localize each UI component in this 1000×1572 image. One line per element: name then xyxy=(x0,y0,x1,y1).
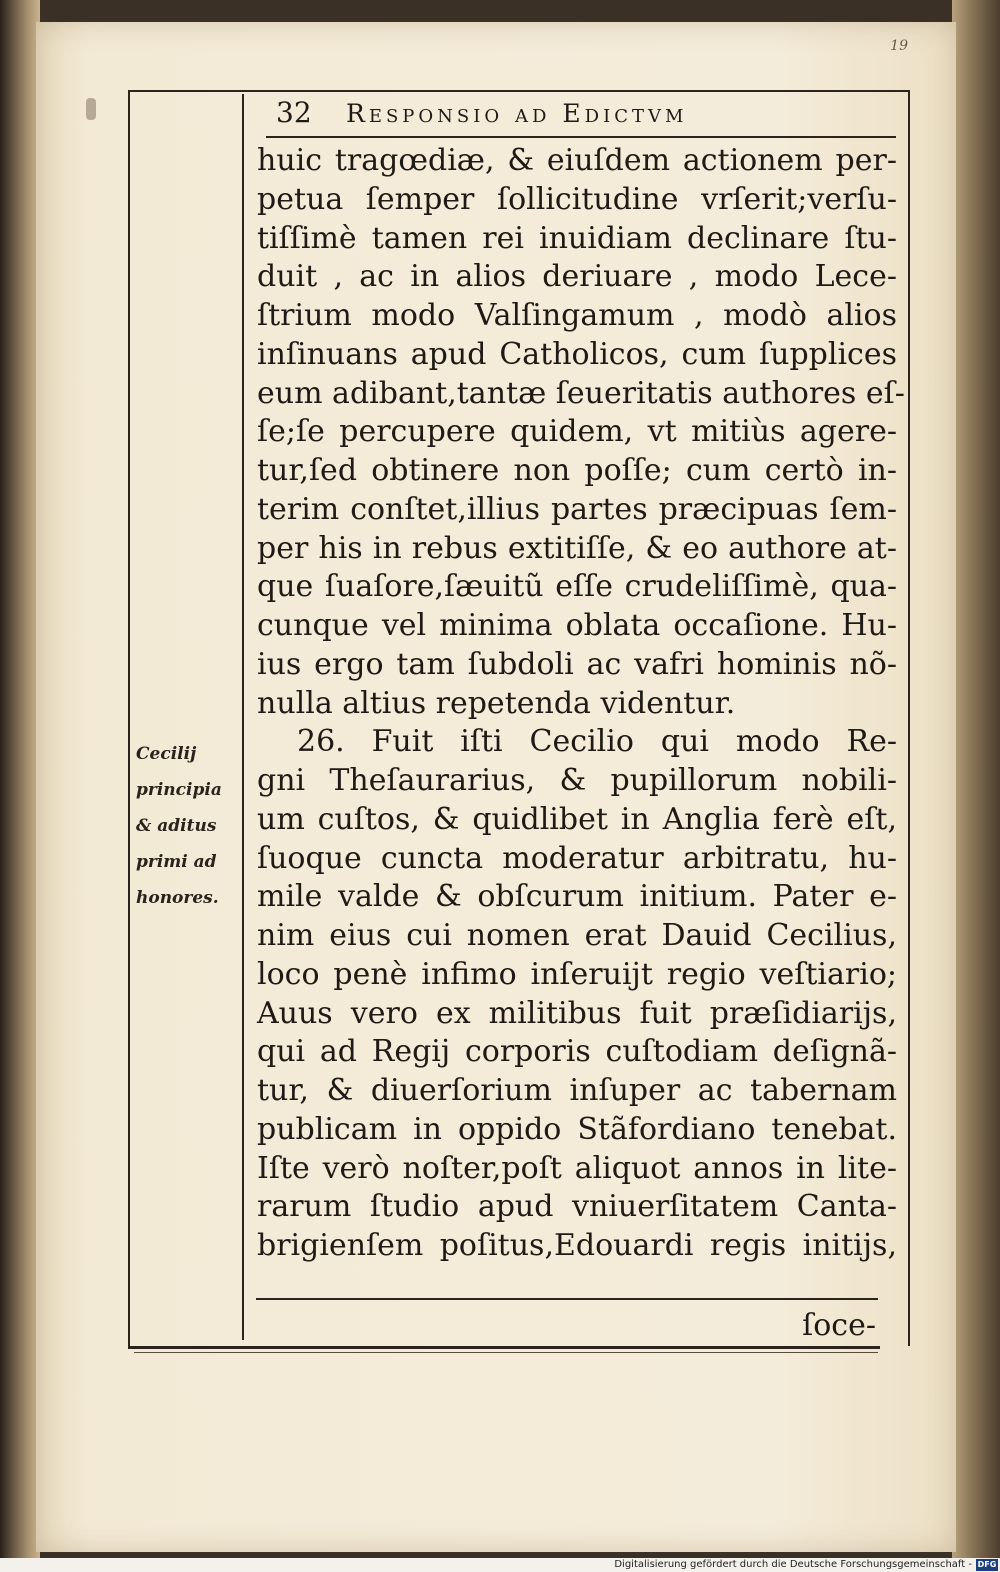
text-line: loco penè infimo inſeruijt regio veſtiario; xyxy=(257,956,897,992)
footer-rule xyxy=(256,1298,878,1300)
text-line: cunque vel minima oblata occaſione. Hu- xyxy=(257,608,897,643)
text-line: nulla altius repetenda videntur. xyxy=(257,685,736,721)
paragraph-start-line: 26. Fuit iſti Cecilio qui modo Re- xyxy=(297,724,897,760)
body-text xyxy=(257,142,905,1266)
margin-column-rule xyxy=(242,94,244,1340)
text-line: per his in rebus extitiſſe, & eo authore at- xyxy=(257,530,897,566)
text-line: gni Theſaurarius, & pupillorum nobili- xyxy=(257,763,897,798)
text-line: rarum ſtudio apud vniuerſitatem Canta- xyxy=(257,1189,897,1225)
page-number: 32 xyxy=(276,96,312,129)
running-title: Responsio ad Edictvm xyxy=(346,99,688,128)
text-line: um cuſtos, & quidlibet in Anglia ferè eſt, xyxy=(257,801,897,837)
text-line: ſuoque cuncta moderatur arbitratu, hu- xyxy=(257,840,897,876)
text-line: eum adibant,tantæ ſeueritatis authores eſ- xyxy=(257,375,905,411)
corner-folio-mark: 19 xyxy=(890,38,908,54)
text-line: ſtrium modo Valſingamum , modò alios xyxy=(257,298,897,333)
book-edge-right xyxy=(952,0,1000,1560)
text-line: publicam in oppido Stãfordiano tenebat. xyxy=(257,1111,897,1147)
book-edge-left xyxy=(0,0,40,1560)
text-line: Auus vero ex militibus fuit præſidiarijs, xyxy=(257,995,897,1031)
page-frame-bottom-rule xyxy=(128,1346,880,1349)
catchword: ſoce- xyxy=(802,1308,876,1343)
marginal-note xyxy=(136,736,248,916)
running-head-rule xyxy=(266,136,896,138)
page-frame-bottom-rule-inner xyxy=(134,1352,878,1353)
marginal-note-line: honores. xyxy=(136,888,219,908)
text-line: huic tragœdiæ, & eiuſdem actionem per- xyxy=(257,143,897,178)
running-head xyxy=(276,96,896,132)
text-line: tiſſimè tamen rei inuidiam declinare ſtu- xyxy=(257,220,897,256)
text-line: terim conſtet,illius partes præcipuas ſem- xyxy=(257,491,897,527)
text-line: mile valde & obſcurum initium. Pater e- xyxy=(257,879,897,915)
marginal-note-line: & aditus xyxy=(136,816,217,836)
marginal-note-line: principia xyxy=(136,780,222,800)
page-hinge-mark xyxy=(86,98,96,120)
text-line: tur,ſed obtinere non poſſe; cum certò in- xyxy=(257,453,897,488)
marginal-note-line: primi ad xyxy=(136,852,217,872)
footer-credit: Digitalisierung gefördert durch die Deutsche Forschungsgemeinschaft - xyxy=(614,1559,972,1570)
marginal-note-line: Cecilij xyxy=(136,744,197,764)
text-line: petua ſemper ſollicitudine vrſerit;verſu- xyxy=(257,181,897,217)
dfg-logo: DFG xyxy=(977,1560,997,1569)
text-line: ius ergo tam ſubdoli ac vafri hominis nõ- xyxy=(257,646,897,682)
text-line: tur, & diuerſorium inſuper ac tabernam xyxy=(257,1073,897,1108)
text-line: ſe;ſe percupere quidem, vt mitiùs agere- xyxy=(257,414,897,450)
text-line: nim eius cui nomen erat Dauid Cecilius, xyxy=(257,918,897,953)
text-line: inſinuans apud Catholicos, cum ſupplices xyxy=(257,336,897,372)
text-line: Iſte verò noſter,poſt aliquot annos in lite- xyxy=(257,1150,897,1186)
text-line: que ſuaſore,ſæuitũ eſſe crudeliſſimè, qua- xyxy=(257,569,897,605)
text-line: brigienſem poſitus,Edouardi regis initijs, xyxy=(257,1228,897,1263)
text-line: duit , ac in alios deriuare , modo Lece- xyxy=(257,259,897,295)
text-line: qui ad Regij corporis cuſtodiam deſignã- xyxy=(257,1034,897,1070)
